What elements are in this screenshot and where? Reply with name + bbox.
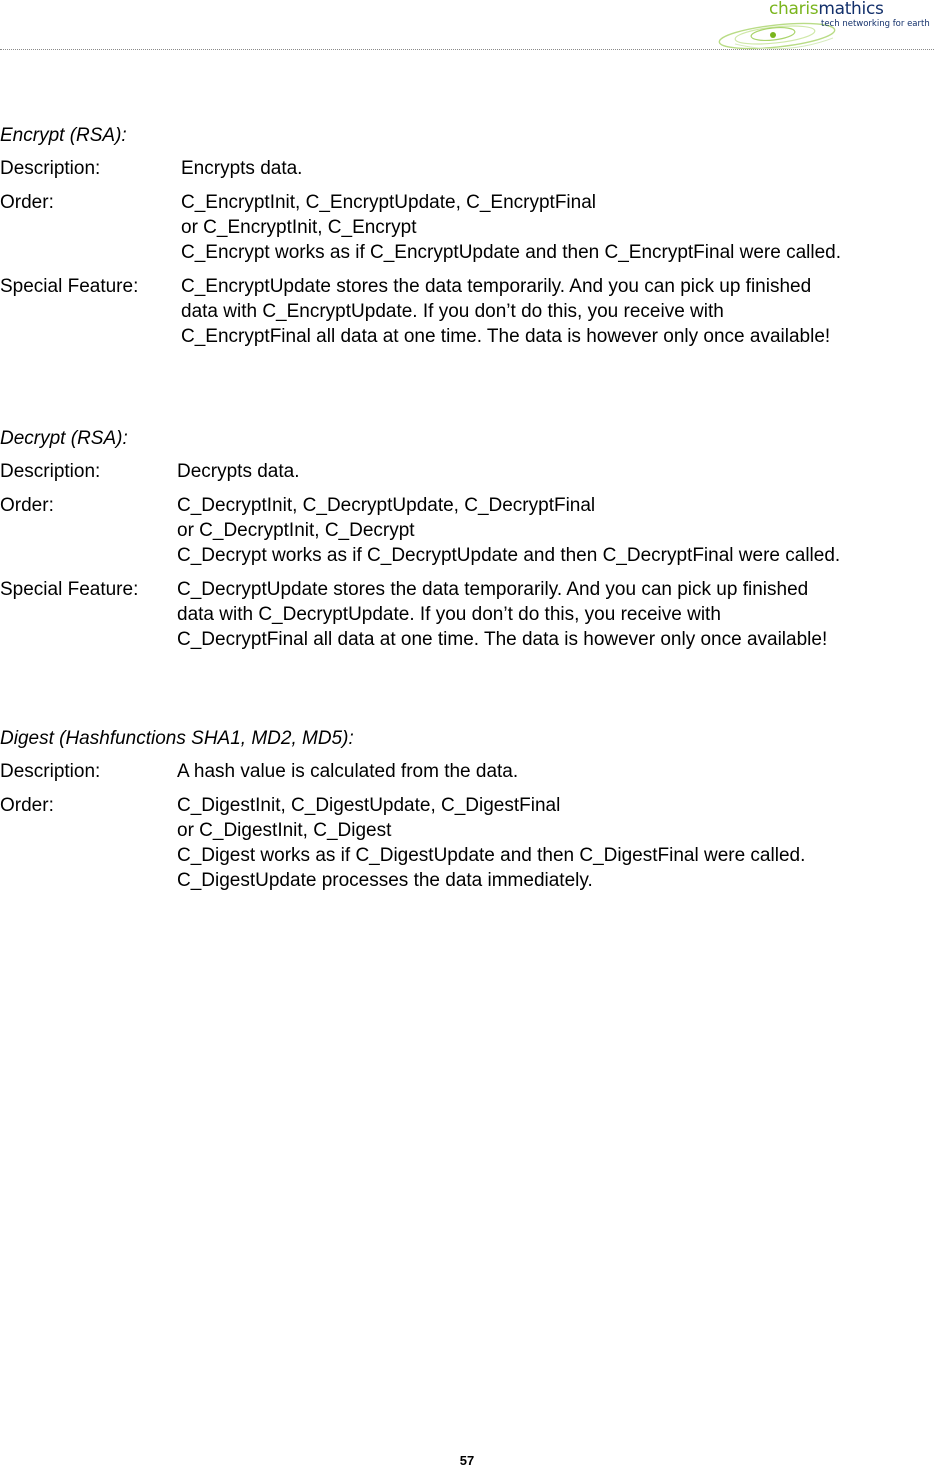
order-row [0,793,934,893]
special-line: C_EncryptFinal all data at one time. The data is however only once available! [181,326,831,347]
description-value: A hash value is calculated from the data. [177,761,519,782]
logo-tagline: tech networking for earth [821,19,930,29]
description-row [0,759,934,784]
special-feature-label: Special Feature: [0,579,139,600]
order-line: or C_DigestInit, C_Digest [177,820,392,841]
special-feature-label: Special Feature: [0,276,139,297]
order-line: C_DigestInit, C_DigestUpdate, C_DigestFinal [177,795,561,816]
order-line: C_EncryptInit, C_EncryptUpdate, C_EncryptFinal [181,192,597,213]
order-line: C_Decrypt works as if C_DecryptUpdate and then C_DecryptFinal were called. [177,545,841,566]
special-line: data with C_EncryptUpdate. If you don’t do this, you receive with [181,301,724,322]
order-row [0,190,934,265]
description-label: Description: [0,461,101,482]
order-line: C_Encrypt works as if C_EncryptUpdate and then C_EncryptFinal were called. [181,242,842,263]
order-row [0,493,934,568]
charismathics-logo [715,0,934,50]
page-number: 57 [459,1453,475,1468]
special-feature-row [0,274,934,349]
special-feature-row [0,577,934,652]
logo-wordmark: charismathics [769,0,884,19]
section-digest [0,727,934,902]
special-feature-value [181,274,934,349]
description-label: Description: [0,761,101,782]
description-value: Encrypts data. [181,158,303,179]
special-line: C_DecryptUpdate stores the data temporarily. And you can pick up finished [177,579,809,600]
description-row [0,459,934,484]
description-value: Decrypts data. [177,461,300,482]
description-label: Description: [0,158,101,179]
section-title: Encrypt (RSA): [0,125,127,146]
description-row [0,156,934,181]
order-label: Order: [0,795,54,816]
order-label: Order: [0,495,54,516]
section-title: Digest (Hashfunctions SHA1, MD2, MD5): [0,728,354,749]
header-divider [0,49,934,50]
section-encrypt [0,124,934,358]
order-value [181,190,934,265]
special-line: C_DecryptFinal all data at one time. The data is however only once available! [177,629,828,650]
section-title: Decrypt (RSA): [0,428,128,449]
special-feature-value [177,577,934,652]
order-label: Order: [0,192,54,213]
order-value [177,793,934,893]
order-line: or C_EncryptInit, C_Encrypt [181,217,417,238]
special-line: data with C_DecryptUpdate. If you don’t do this, you receive with [177,604,721,625]
special-line: C_EncryptUpdate stores the data temporarily. And you can pick up finished [181,276,812,297]
order-line: C_Digest works as if C_DigestUpdate and then C_DigestFinal were called. [177,845,806,866]
order-value [177,493,934,568]
section-decrypt [0,427,934,661]
order-line: or C_DecryptInit, C_Decrypt [177,520,415,541]
order-line: C_DecryptInit, C_DecryptUpdate, C_DecryptFinal [177,495,596,516]
order-line: C_DigestUpdate processes the data immediately. [177,870,593,891]
